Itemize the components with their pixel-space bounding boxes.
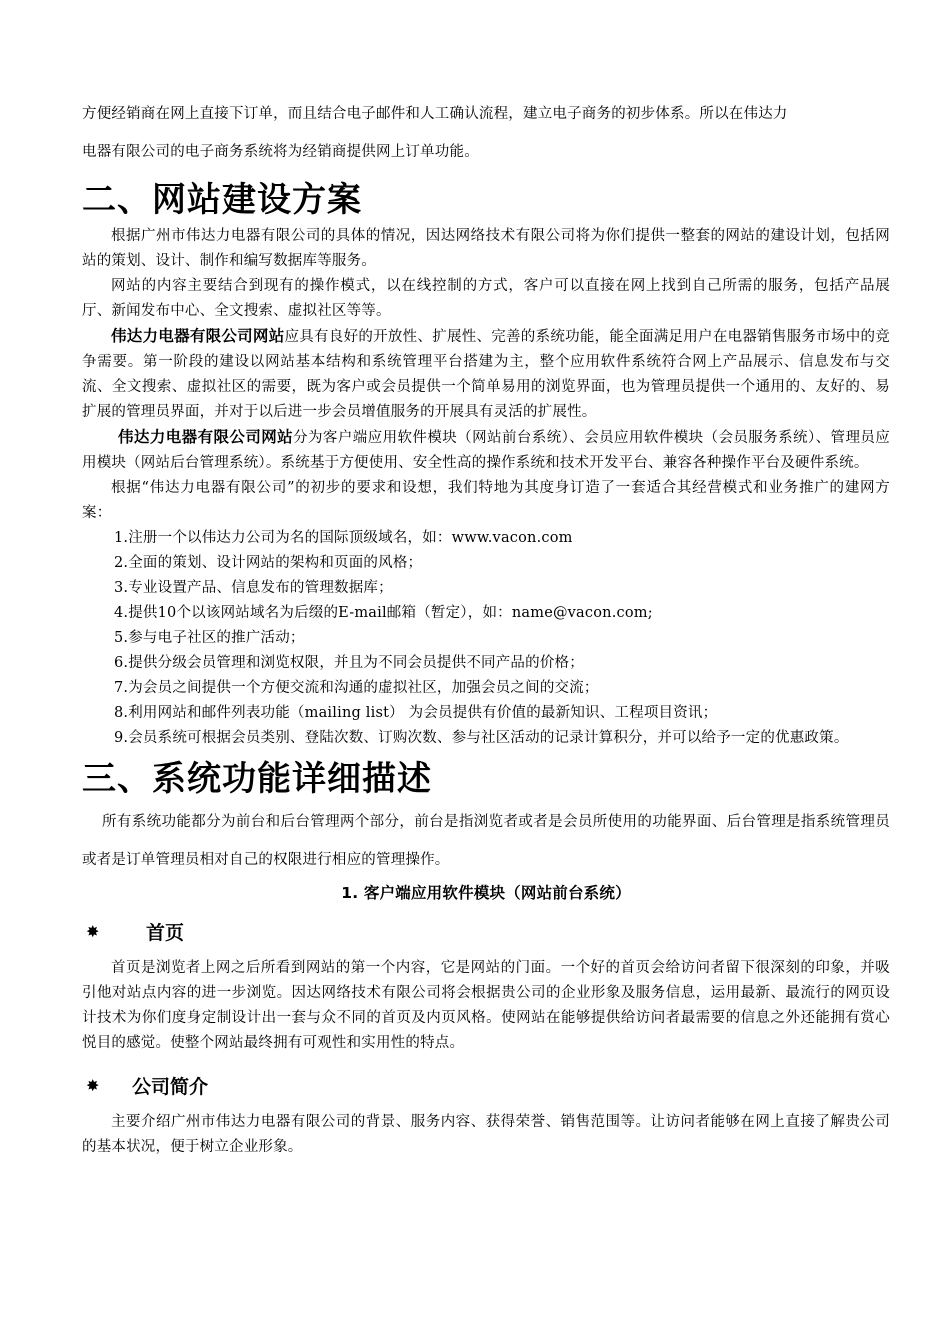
section-2-paragraph-5: 根据“伟达力电器有限公司”的初步的要求和设想，我们特地为其度身订造了一套适合其经营模式和业务推广的建网方案：: [82, 480, 890, 521]
company-website-name: 伟达力电器有限公司网站: [118, 428, 294, 446]
list-item: 9.会员系统可根据会员类别、登陆次数、订购次数、参与社区活动的记录计算积分，并可以给予一定的优惠政策。: [114, 730, 849, 746]
list-item: 4.提供10个以该网站域名为后缀的E-mail邮箱（暂定），如：name@vacon.com;: [114, 605, 653, 621]
module-subheading: 1. 客户端应用软件模块（网站前台系统）: [341, 884, 631, 902]
star-bullet-icon: ✸: [86, 921, 100, 941]
section-3-heading: 三、系统功能详细描述: [82, 759, 432, 799]
about-heading: [82, 1066, 890, 1104]
home-title: 首页: [146, 921, 185, 944]
list-item: 2.全面的策划、设计网站的架构和页面的风格；: [114, 555, 423, 571]
section-2-heading: 二、网站建设方案: [82, 180, 362, 220]
document-page: [82, 0, 890, 1160]
about-title: 公司简介: [132, 1075, 209, 1098]
home-paragraph: 首页是浏览者上网之后所看到网站的第一个内容，它是网站的门面。一个好的首页会给访问者留下很深刻的印象，并吸引他对站点内容的进一步浏览。因达网络技术有限公司将会根据贵公司的企业形象及服务信息，运用最新、最流行的网页设计技术为你们度身定制设计出一套与众不同的首页及内页风格。使网站在能够提供给访问者最需要的信息之外还能拥有赏心悦目的感觉。使整个网站最终拥有可观性和实用性的特点。: [82, 960, 890, 1051]
list-item: 3.专业设置产品、信息发布的管理数据库；: [114, 580, 393, 596]
intro-line-1: 方便经销商在网上直接下订单，而且结合电子邮件和人工确认流程，建立电子商务的初步体系。所以在伟达力: [82, 106, 788, 122]
section-2-paragraph-4-text: 分为客户端应用软件模块（网站前台系统）、会员应用软件模块（会员服务系统）、管理员应用模块（网站后台管理系统）。系统基于方便使用、安全性高的操作系统和技术开发平台、兼容各种操作平台及硬件系统。: [82, 430, 890, 471]
list-item: 5.参与电子社区的推广活动；: [114, 630, 305, 646]
section-2-paragraph-2: 网站的内容主要结合到现有的操作模式，以在线控制的方式，客户可以直接在网上找到自己所需的服务，包括产品展厅、新闻发布中心、全文搜索、虚拟社区等等。: [82, 278, 890, 319]
star-bullet-icon: ✸: [86, 1075, 100, 1095]
list-item: 6.提供分级会员管理和浏览权限，并且为不同会员提供不同产品的价格；: [114, 655, 584, 671]
about-paragraph: 主要介绍广州市伟达力电器有限公司的背景、服务内容、获得荣誉、销售范围等。让访问者能够在网上直接了解贵公司的基本状况，便于树立企业形象。: [82, 1114, 890, 1155]
section-3-paragraph-1: 所有系统功能都分为前台和后台管理两个部分，前台是指浏览者或者是会员所使用的功能界面、后台管理是指系统管理员或者是订单管理员相对自己的权限进行相应的管理操作。: [82, 814, 890, 868]
list-item: 7.为会员之间提供一个方便交流和沟通的虚拟社区，加强会员之间的交流；: [114, 680, 599, 696]
section-2-paragraph-3: [82, 324, 890, 425]
section-2-paragraph-3-text: 应具有良好的开放性、扩展性、完善的系统功能，能全面满足用户在电器销售服务市场中的竞争需要。第一阶段的建设以网站基本结构和系统管理平台搭建为主，整个应用软件系统符合网上产品展示、信息发布与交流、全文搜索、虚拟社区的需要，既为客户或会员提供一个简单易用的浏览界面，也为管理员提供一个通用的、友好的、易扩展的管理员界面，并对于以后进一步会员增值服务的开展具有灵活的扩展性。: [82, 329, 890, 420]
intro-line-2: 电器有限公司的电子商务系统将为经销商提供网上订单功能。: [82, 144, 479, 160]
list-item: 1.注册一个以伟达力公司为名的国际顶级域名，如：www.vacon.com: [114, 530, 573, 546]
home-heading: [82, 912, 890, 950]
company-website-name: 伟达力电器有限公司网站: [111, 327, 285, 345]
list-item: 8.利用网站和邮件列表功能（mailing list） 为会员提供有价值的最新知识、工程项目资讯；: [114, 705, 718, 721]
plan-list: [82, 526, 890, 751]
section-2-paragraph-4: [82, 425, 890, 476]
section-2-paragraph-1: 根据广州市伟达力电器有限公司的具体的情况，因达网络技术有限公司将为你们提供一整套的网站的建设计划，包括网站的策划、设计、制作和编写数据库等服务。: [82, 228, 890, 269]
